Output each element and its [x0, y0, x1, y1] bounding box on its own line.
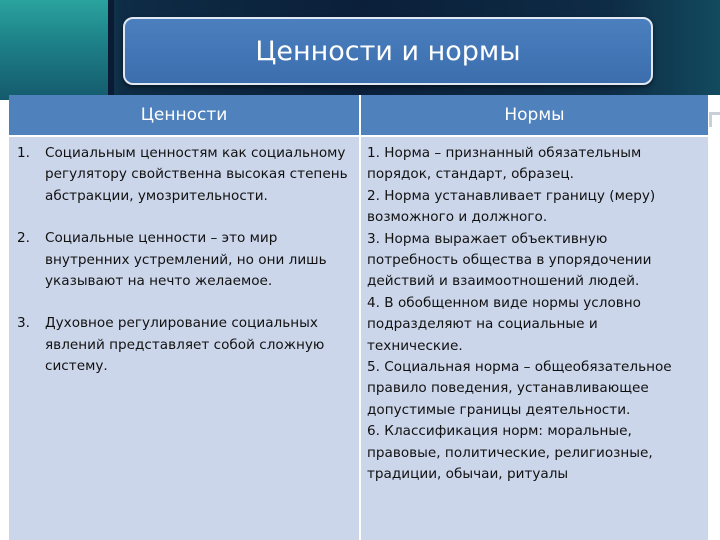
item-number: 3.: [17, 315, 30, 332]
corner-mark: [709, 112, 720, 127]
norms-line: 2. Норма устанавливает границу (меру): [367, 187, 656, 204]
item-number: 2.: [17, 230, 30, 247]
values-item: [17, 143, 355, 207]
item-number: 1.: [17, 145, 30, 161]
item-text: Духовное регулирование социальных явлений представляет собой сложную систему.: [45, 315, 325, 375]
norms-line: 1. Норма – признанный обязательным: [367, 145, 642, 161]
norms-line: правовые, политические, религиозные,: [367, 444, 653, 461]
norms-column: [367, 143, 705, 486]
item-text: Социальным ценностям как социальному регулятору свойственна высокая степень абстракции, умозрительности.: [45, 145, 348, 204]
values-column: [17, 143, 355, 378]
values-item: [17, 228, 355, 292]
norms-line: допустимые границы деятельности.: [367, 401, 631, 418]
slide-accent-panel: [0, 0, 110, 100]
norms-line: правило поведения, устанавливающее: [367, 380, 649, 397]
norms-line: действий и взаимоотношений людей.: [367, 273, 640, 290]
norms-line: 3. Норма выражает объективную: [367, 230, 608, 247]
header-norms-label: Нормы: [504, 105, 565, 125]
norms-line: технические.: [367, 337, 463, 354]
norms-line: 5. Социальная норма – общеобязательное: [367, 359, 672, 376]
header-values: [9, 95, 359, 135]
norms-line: 6. Классификация норм: моральные,: [367, 423, 632, 440]
norms-line: возможного и должного.: [367, 209, 548, 226]
slide-title-box: [123, 17, 653, 85]
column-divider: [359, 95, 361, 540]
slide-accent-stripe: [108, 0, 114, 100]
right-margin: [708, 95, 720, 540]
values-item: [17, 313, 355, 377]
item-text: Социальные ценности – это мир внутренних устремлений, но они лишь указывают на нечто желаемое.: [45, 230, 327, 290]
header-norms: [361, 95, 708, 135]
norms-line: подразделяют на социальные и: [367, 316, 598, 333]
norms-line: потребность общества в упорядочении: [367, 252, 652, 269]
norms-line: порядок, стандарт, образец.: [367, 166, 574, 183]
header-values-label: Ценности: [140, 105, 228, 125]
comparison-table: [9, 95, 708, 540]
norms-line: 4. В обобщенном виде нормы условно: [367, 294, 641, 311]
norms-line: традиции, обычаи, ритуалы: [367, 466, 569, 483]
slide-title: Ценности и нормы: [255, 35, 521, 67]
